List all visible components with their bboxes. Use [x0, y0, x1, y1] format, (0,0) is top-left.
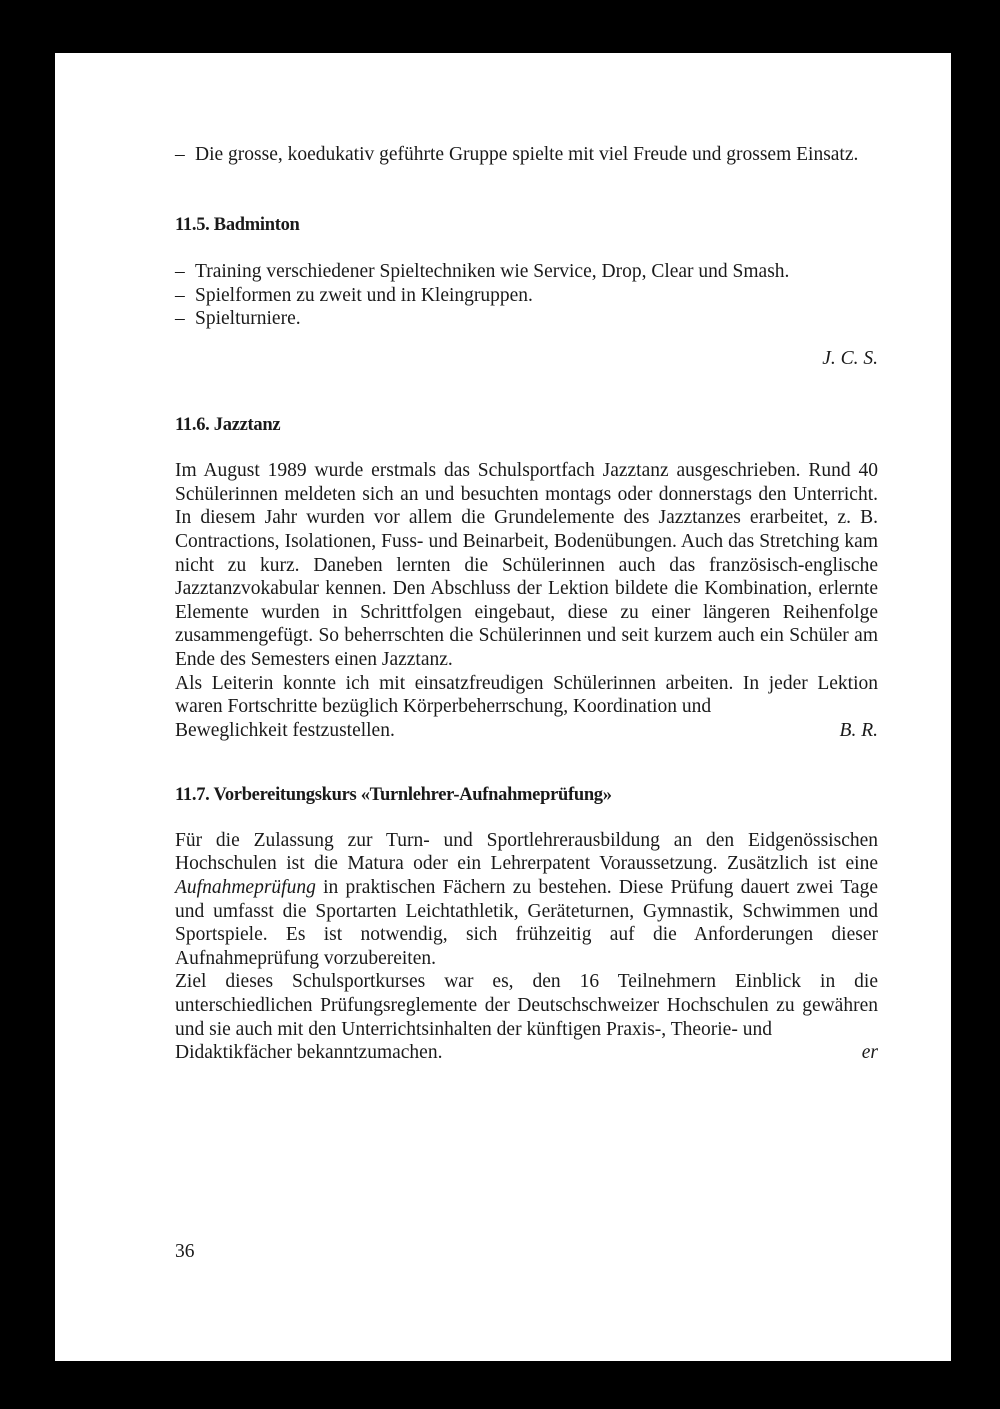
- jazztanz-last-line: [175, 719, 878, 743]
- jazztanz-paragraph-1: Im August 1989 wurde erstmals das Schulsportfach Jazztanz ausgeschrieben. Rund 40 Schülerinnen meldeten sich an und besuchten montags oder donnerstags den Unterricht. In diesem Jahr wurden vor allem die Grundelemente des Jazztanzes erarbeitet, z. B. Contractions, Isolationen, Fuss- und Beinarbeit, Bodenübungen. Auch das Stretching kam nicht zu kurz. Daneben lernten die Schülerinnen auch das französisch-englische Jazztanzvokabular kennen. Den Abschluss der Lektion bildete die Kombination, erlernte Elemente wurden in Schrittfolgen eingebaut, diese zu einer längeren Reihenfolge zusammengefügt. So beherrschten die Schülerinnen und seit kurzem auch ein Schüler am Ende des Semesters einen Jazztanz.: [175, 460, 878, 670]
- badminton-item-text: Spielturniere.: [195, 308, 301, 330]
- document-page: [55, 53, 951, 1361]
- vorbereitung-paragraph-2-end: Didaktikfächer bekanntzumachen.: [175, 1042, 443, 1064]
- vorbereitung-paragraph-2: Ziel dieses Schulsportkurses war es, den 16 Teilnehmern Einblick in die unterschiedlichen Prüfungsreglemente der Deutschschweizer Hochschulen zu gewähren und sie auch mit den Unterrichtsinhalten der künftigen Praxis-, Theorie- und: [175, 971, 878, 1040]
- badminton-list-item: [175, 260, 878, 284]
- heading-badminton: 11.5. Badminton: [175, 214, 300, 235]
- signature-jazztanz: B. R.: [839, 719, 878, 741]
- signature-vorbereitung: er: [861, 1042, 878, 1064]
- dash-bullet: –: [175, 308, 185, 330]
- intro-list-item: [175, 143, 878, 167]
- dash-bullet: –: [175, 284, 185, 306]
- dash-bullet: –: [175, 144, 185, 165]
- heading-vorbereitungskurs: 11.7. Vorbereitungskurs «Turnlehrer-Aufnahmeprüfung»: [175, 785, 612, 806]
- dash-bullet: –: [175, 261, 185, 283]
- intro-item-text: Die grosse, koedukativ geführte Gruppe spielte mit viel Freude und grossem Einsatz.: [195, 144, 859, 165]
- vorbereitung-p1-before: Für die Zulassung zur Turn- und Sportlehrerausbildung an den Eidgenössischen Hochschulen ist die Matura oder ein Lehrerpatent Voraussetzung. Zusätzlich ist eine: [175, 829, 878, 875]
- jazztanz-paragraph-2-end: Beweglichkeit festzustellen.: [175, 719, 395, 741]
- badminton-item-text: Training verschiedener Spieltechniken wie Service, Drop, Clear und Smash.: [195, 261, 790, 283]
- badminton-item-text: Spielformen zu zweit und in Kleingruppen.: [195, 284, 533, 306]
- vorbereitung-paragraph-1: [175, 829, 878, 971]
- badminton-list-item: [175, 284, 878, 308]
- jazztanz-paragraph-2: Als Leiterin konnte ich mit einsatzfreudigen Schülerinnen arbeiten. In jeder Lektion waren Fortschritte bezüglich Körperbeherrschung, Koordination und: [175, 672, 878, 718]
- vorbereitung-p1-after: in praktischen Fächern zu bestehen. Diese Prüfung dauert zwei Tage und umfasst die Sportarten Leichtathletik, Geräteturnen, Gymnastik, Schwimmen und Sportspiele. Es ist notwendig, sich frühzeitig auf die Anforderungen dieser Aufnahmeprüfung vorzubereiten.: [175, 877, 878, 969]
- vorbereitung-p1-emphasis: Aufnahmeprüfung: [175, 877, 316, 899]
- vorbereitung-last-line: [175, 1041, 878, 1065]
- page-content: [175, 143, 878, 1065]
- signature-badminton: J. C. S.: [822, 347, 878, 369]
- heading-jazztanz: 11.6. Jazztanz: [175, 414, 281, 435]
- badminton-list-item: [175, 307, 878, 331]
- page-number: 36: [175, 1241, 195, 1262]
